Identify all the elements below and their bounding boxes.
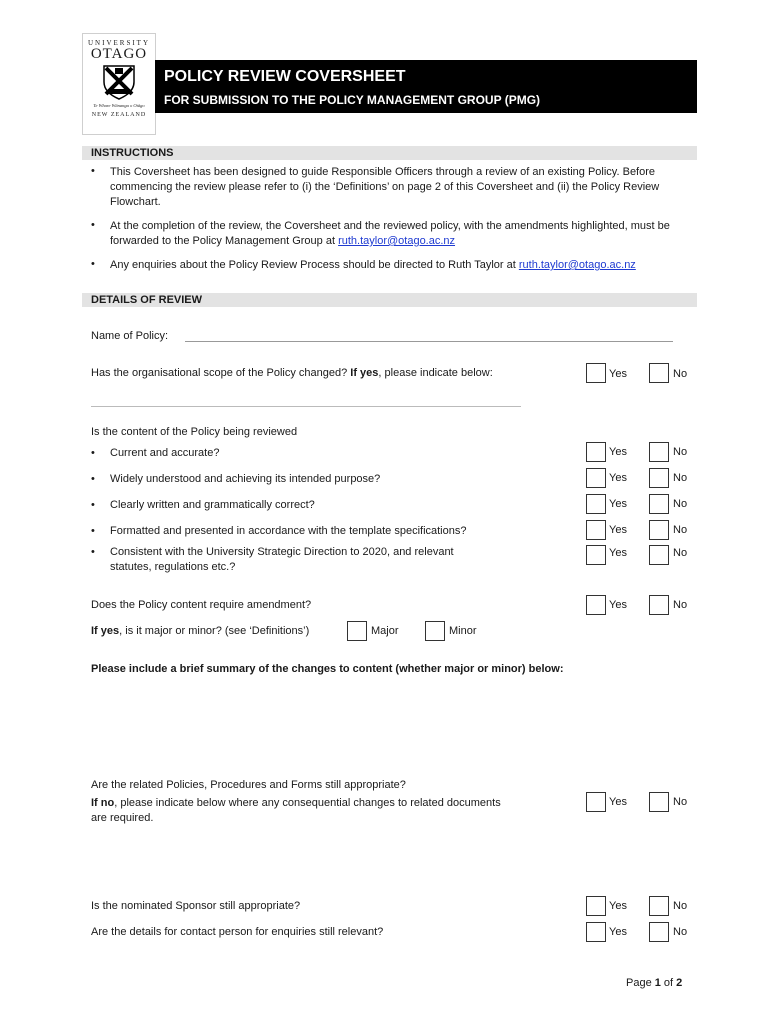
crest-icon <box>101 64 137 100</box>
content-item-2: Widely understood and achieving its intended purpose? <box>110 473 381 485</box>
instruction-text-1: This Coversheet has been designed to guide Responsible Officers through a review of an existing Policy. Before commencing the review please refer to (i) the ‘Definitions’ on page 2 of this Coversheet and (ii) the Policy Review Flowchart. <box>110 166 660 208</box>
bullet-glyph: • <box>91 258 95 270</box>
no-label: No <box>673 796 688 808</box>
no-label: No <box>673 926 688 938</box>
content-item-4: Formatted and presented in accordance with the template specifications? <box>110 525 467 537</box>
instruction-bullet-1 <box>91 165 691 211</box>
instruction-bullet-3 <box>91 258 691 274</box>
clearly-written-yes-checkbox[interactable] <box>586 494 606 514</box>
scope-answer-field[interactable] <box>91 406 521 407</box>
no-label: No <box>673 900 688 912</box>
instructions-heading: INSTRUCTIONS <box>91 147 174 159</box>
scope-question-text: Has the organisational scope of the Policy changed? <box>91 367 351 379</box>
no-label: No <box>673 498 688 510</box>
name-of-policy-field[interactable] <box>185 341 673 342</box>
yes-label: Yes <box>609 368 627 380</box>
current-no-checkbox[interactable] <box>649 442 669 462</box>
instructions-header <box>82 146 697 160</box>
instruction-bullet-2 <box>91 219 691 251</box>
logo-motto: Te Whare Wānanga o Otāgo <box>93 103 145 108</box>
related-no-instruction <box>91 797 501 809</box>
content-item-1: Current and accurate? <box>110 447 220 459</box>
bullet-glyph: • <box>91 219 95 231</box>
major-minor-rest: , is it major or minor? (see ‘Definitions’) <box>119 625 310 637</box>
contact-question: Are the details for contact person for enquiries still relevant? <box>91 926 384 938</box>
name-of-policy-label: Name of Policy: <box>91 330 169 342</box>
major-minor-question <box>91 625 309 637</box>
bullet-glyph: • <box>91 546 95 558</box>
yes-label: Yes <box>609 524 627 536</box>
summary-field[interactable] <box>91 680 691 770</box>
contact-yes-checkbox[interactable] <box>586 922 606 942</box>
formatted-yes-checkbox[interactable] <box>586 520 606 540</box>
yes-label: Yes <box>609 599 627 611</box>
logo-otago-text: OTAGO <box>90 46 148 62</box>
related-no-checkbox[interactable] <box>649 792 669 812</box>
major-label: Major <box>371 625 399 637</box>
current-yes-checkbox[interactable] <box>586 442 606 462</box>
email-link[interactable]: ruth.taylor@otago.ac.nz <box>518 259 636 271</box>
yes-label: Yes <box>609 926 627 938</box>
yes-label: Yes <box>609 472 627 484</box>
no-label: No <box>673 547 688 559</box>
amend-no-checkbox[interactable] <box>649 595 669 615</box>
related-question: Are the related Policies, Procedures and Forms still appropriate? <box>91 779 406 791</box>
bullet-glyph: • <box>91 473 95 485</box>
email-link[interactable]: ruth.taylor@otago.ac.nz <box>338 235 456 247</box>
instruction-text-2-body: At the completion of the review, the Coversheet and the reviewed policy, with the amendments highlighted, must be forwarded to the Policy Management Group at <box>110 220 670 247</box>
no-label: No <box>673 524 688 536</box>
related-no-instruction-cont: are required. <box>91 812 154 824</box>
yes-label: Yes <box>609 498 627 510</box>
related-no-rest: , please indicate below where any consequential changes to related documents <box>114 797 501 809</box>
yes-label: Yes <box>609 900 627 912</box>
university-logo <box>82 33 156 135</box>
bullet-glyph: • <box>91 165 95 177</box>
yes-label: Yes <box>609 446 627 458</box>
page-prefix: Page <box>626 977 655 989</box>
related-yes-checkbox[interactable] <box>586 792 606 812</box>
page-of: of <box>660 977 677 989</box>
sponsor-yes-checkbox[interactable] <box>586 896 606 916</box>
content-item-5-cont: statutes, regulations etc.? <box>110 561 236 573</box>
summary-instruction: Please include a brief summary of the changes to content (whether major or minor) below: <box>91 663 564 675</box>
scope-no-checkbox[interactable] <box>649 363 669 383</box>
page-subtitle: FOR SUBMISSION TO THE POLICY MANAGEMENT GROUP (PMG) <box>164 93 541 107</box>
understood-no-checkbox[interactable] <box>649 468 669 488</box>
sponsor-no-checkbox[interactable] <box>649 896 669 916</box>
major-checkbox[interactable] <box>347 621 367 641</box>
contact-no-checkbox[interactable] <box>649 922 669 942</box>
no-label: No <box>673 599 688 611</box>
content-item-5: Consistent with the University Strategic Direction to 2020, and relevant <box>110 546 454 558</box>
no-label: No <box>673 368 688 380</box>
title-bar <box>155 60 697 113</box>
bullet-glyph: • <box>91 499 95 511</box>
no-label: No <box>673 472 688 484</box>
instruction-text-3 <box>110 258 690 273</box>
minor-checkbox[interactable] <box>425 621 445 641</box>
yes-label: Yes <box>609 796 627 808</box>
major-minor-bold: If yes <box>91 625 120 637</box>
logo-university-text: UNIVERSITY <box>88 39 150 47</box>
page-total: 2 <box>676 977 683 989</box>
amend-question: Does the Policy content require amendment? <box>91 599 312 611</box>
details-heading: DETAILS OF REVIEW <box>91 294 203 306</box>
scope-yes-checkbox[interactable] <box>586 363 606 383</box>
content-intro: Is the content of the Policy being reviewed <box>91 426 298 438</box>
content-item-3: Clearly written and grammatically correct? <box>110 499 315 511</box>
scope-question-bold: If yes <box>350 367 379 379</box>
consistent-no-checkbox[interactable] <box>649 545 669 565</box>
instruction-text-2 <box>110 219 690 249</box>
minor-label: Minor <box>449 625 477 637</box>
related-changes-field[interactable] <box>91 830 691 890</box>
details-header <box>82 293 697 307</box>
page-number <box>626 977 682 989</box>
amend-yes-checkbox[interactable] <box>586 595 606 615</box>
logo-country: NEW ZEALAND <box>91 112 147 118</box>
instruction-text-3-body: Any enquiries about the Policy Review Process should be directed to Ruth Taylor at <box>110 259 519 271</box>
no-label: No <box>673 446 688 458</box>
related-no-bold: If no <box>91 797 115 809</box>
page-current: 1 <box>654 977 661 989</box>
formatted-no-checkbox[interactable] <box>649 520 669 540</box>
scope-question-rest: , please indicate below: <box>378 367 493 379</box>
page-title: POLICY REVIEW COVERSHEET <box>164 68 406 85</box>
consistent-yes-checkbox[interactable] <box>586 545 606 565</box>
sponsor-question: Is the nominated Sponsor still appropriate? <box>91 900 301 912</box>
clearly-written-no-checkbox[interactable] <box>649 494 669 514</box>
bullet-glyph: • <box>91 525 95 537</box>
understood-yes-checkbox[interactable] <box>586 468 606 488</box>
scope-question <box>91 367 493 379</box>
yes-label: Yes <box>609 547 627 559</box>
bullet-glyph: • <box>91 447 95 459</box>
